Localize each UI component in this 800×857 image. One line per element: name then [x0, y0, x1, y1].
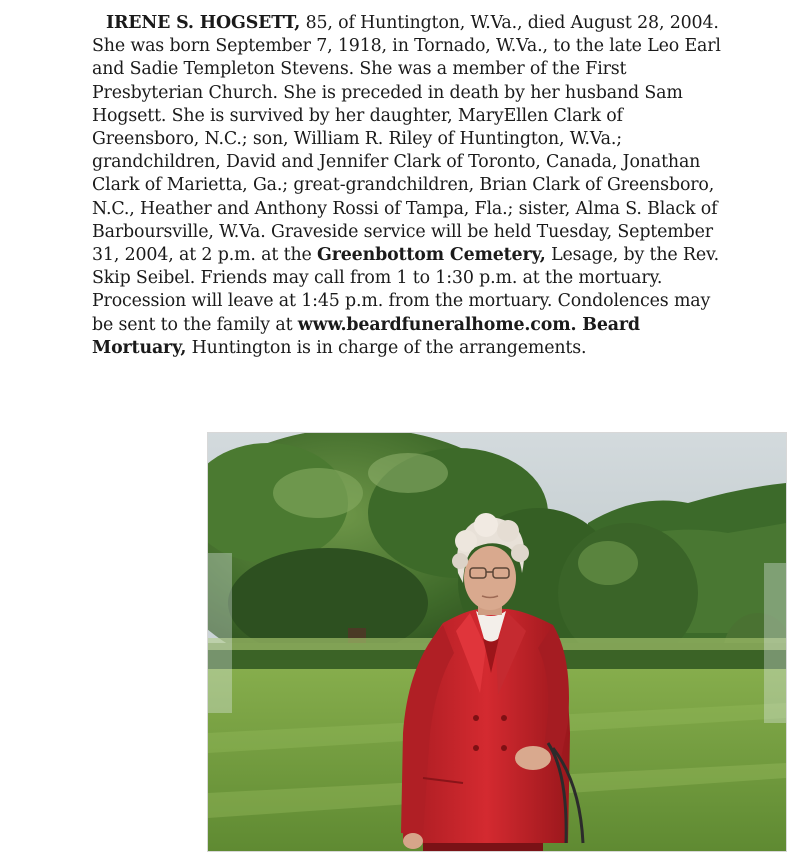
- canopy-highlight: [273, 468, 363, 518]
- tape-left: [208, 553, 232, 713]
- jacket-button: [473, 715, 479, 721]
- portrait-photo: [208, 433, 786, 851]
- hair-curl: [497, 520, 519, 542]
- portrait-photo-drawing: [208, 433, 786, 851]
- jacket-button: [473, 745, 479, 751]
- deceased-name: IRENE S. HOGSETT,: [106, 13, 301, 33]
- jacket-button: [501, 715, 507, 721]
- hair-curl: [511, 544, 529, 562]
- canopy-highlight: [368, 453, 448, 493]
- mortuary-name: Beard Mortuary,: [92, 314, 640, 358]
- jacket-button: [501, 745, 507, 751]
- woman-right-hand: [515, 746, 551, 770]
- tape-right: [764, 563, 786, 723]
- hair-curl: [455, 530, 477, 552]
- obituary-text: [92, 12, 732, 360]
- obituary-middle: Lesage, by the Rev. Skip Seibel. Friends may call from 1 to 1:30 p.m. at the mortuary. Procession will leave at 1:45 p.m. from the mortuary. Condolences may be sent to the family at: [92, 245, 719, 335]
- hair-curl: [474, 513, 498, 537]
- obituary-intro: 85, of Huntington, W.Va., died August 28, 2004. She was born September 7, 1918, in Tornado, W.Va., to the late Leo Earl and Sadie Templeton Stevens. She was a member of the First Presbyterian Church. She is preceded in death by her husband Sam Hogsett. She is survived by her daughter, MaryEllen Clark of Greensboro, N.C.; son, William R. Riley of Huntington, W.Va.; grandchildren, David and Jennifer Clark of Toronto, Canada, Jonathan Clark of Marietta, Ga.; great-grandchildren, Brian Clark of Greensboro, N.C., Heather and Anthony Rossi of Tampa, Fla.; sister, Alma S. Black of Barboursville, W.Va. Graveside service will be held Tuesday, September 31, 2004, at 2 p.m. at the: [92, 13, 721, 266]
- cemetery-name: Greenbottom Cemetery,: [317, 245, 546, 266]
- right-tree-highlight: [578, 541, 638, 585]
- woman-left-hand: [403, 833, 423, 849]
- funeral-home-website: www.beardfuneralhome.com.: [297, 314, 577, 335]
- hair-curl: [452, 553, 468, 569]
- obituary-ending: Huntington is in charge of the arrangements.: [186, 337, 587, 358]
- obituary-clipping: [92, 12, 732, 360]
